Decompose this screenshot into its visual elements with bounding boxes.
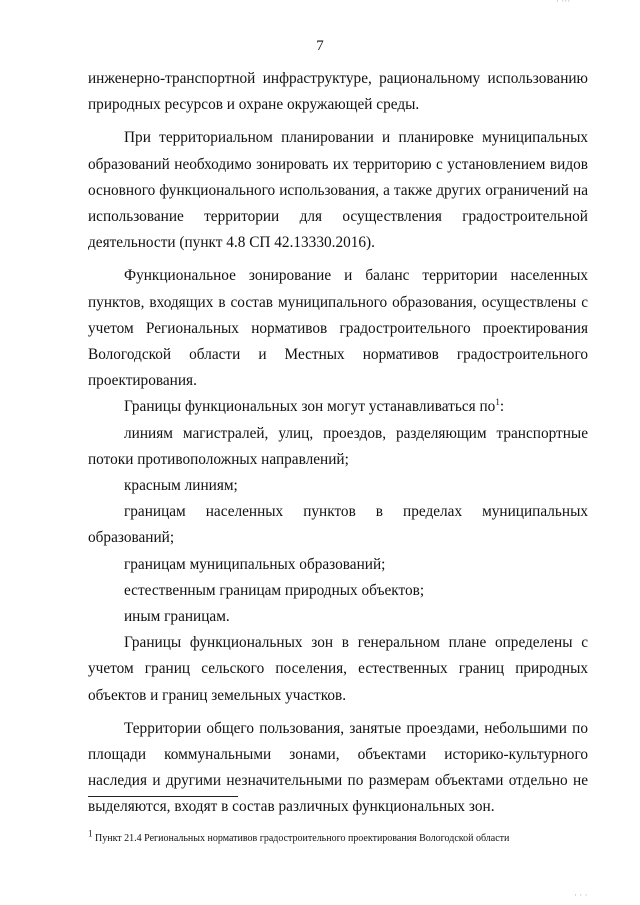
paragraph	[88, 499, 588, 551]
paragraph-text: Границы функциональных зон могут устанавливаться по	[124, 398, 496, 416]
paragraph	[88, 578, 588, 604]
footnote-reference: 1	[495, 397, 500, 408]
paragraph	[88, 716, 588, 821]
paragraph	[88, 552, 588, 578]
paragraph-text: границам населенных пунктов в пределах муниципальных образований;	[88, 503, 588, 547]
paragraph	[88, 604, 588, 630]
paragraph-text: границам муниципальных образований;	[124, 555, 386, 573]
footnote-text: Пункт 21.4 Региональных нормативов градостроительного проектирования Вологодской области	[92, 833, 510, 844]
paragraph-text: линиям магистралей, улиц, проездов, разделяющим транспортные потоки противоположных направлений;	[88, 424, 588, 468]
paragraph-text: Территории общего пользования, занятые проездами, небольшими по площади коммунальными зонами, объектами историко-культурного наследия и другими незначительными по размерам объектами отдельно не выделяются, входят в состав различных функциональных зон.	[88, 719, 588, 816]
paragraph	[88, 630, 588, 709]
paragraph-text: Функциональное зонирование и баланс территории населенных пунктов, входящих в состав муниципального образования, осуществлены с учетом Региональных нормативов градостроительного проектирования Вологодской области и Местных нормативов градостроительного проектирования.	[88, 267, 588, 390]
scan-mark-top: · ···	[556, 0, 571, 6]
paragraph	[88, 421, 588, 473]
footnote-marker: 1	[88, 828, 93, 839]
paragraph-text: иным границам.	[124, 608, 230, 626]
paragraph	[88, 66, 588, 118]
footnote	[88, 828, 588, 844]
paragraph	[88, 473, 588, 499]
paragraph	[88, 394, 588, 420]
paragraph-text: При территориальном планировании и планировке муниципальных образований необходимо зонировать их территорию с установлением видов основного функционального использования, а также других ограничений на использование территории для осуществления градостроительной деятельности (пункт 4.8 СП 42.13330.2016).	[88, 129, 588, 252]
paragraph-text: Границы функциональных зон в генеральном плане определены с учетом границ сельского поселения, естественных границ природных объектов и границ земельных участков.	[88, 634, 588, 704]
paragraph-text: инженерно-транспортной инфраструктуре, рациональному использованию природных ресурсов и охране окружающей среды.	[88, 70, 588, 114]
paragraph-text: красным линиям;	[124, 477, 238, 495]
body-text	[88, 66, 588, 821]
paragraph	[88, 263, 588, 394]
footnote-separator	[88, 796, 238, 797]
page-number: 7	[316, 38, 324, 54]
paragraph	[88, 125, 588, 256]
paragraph-tail: :	[499, 398, 505, 416]
paragraph-text: естественным границам природных объектов;	[124, 581, 425, 599]
scan-mark-bottom: · · ·	[574, 890, 588, 900]
